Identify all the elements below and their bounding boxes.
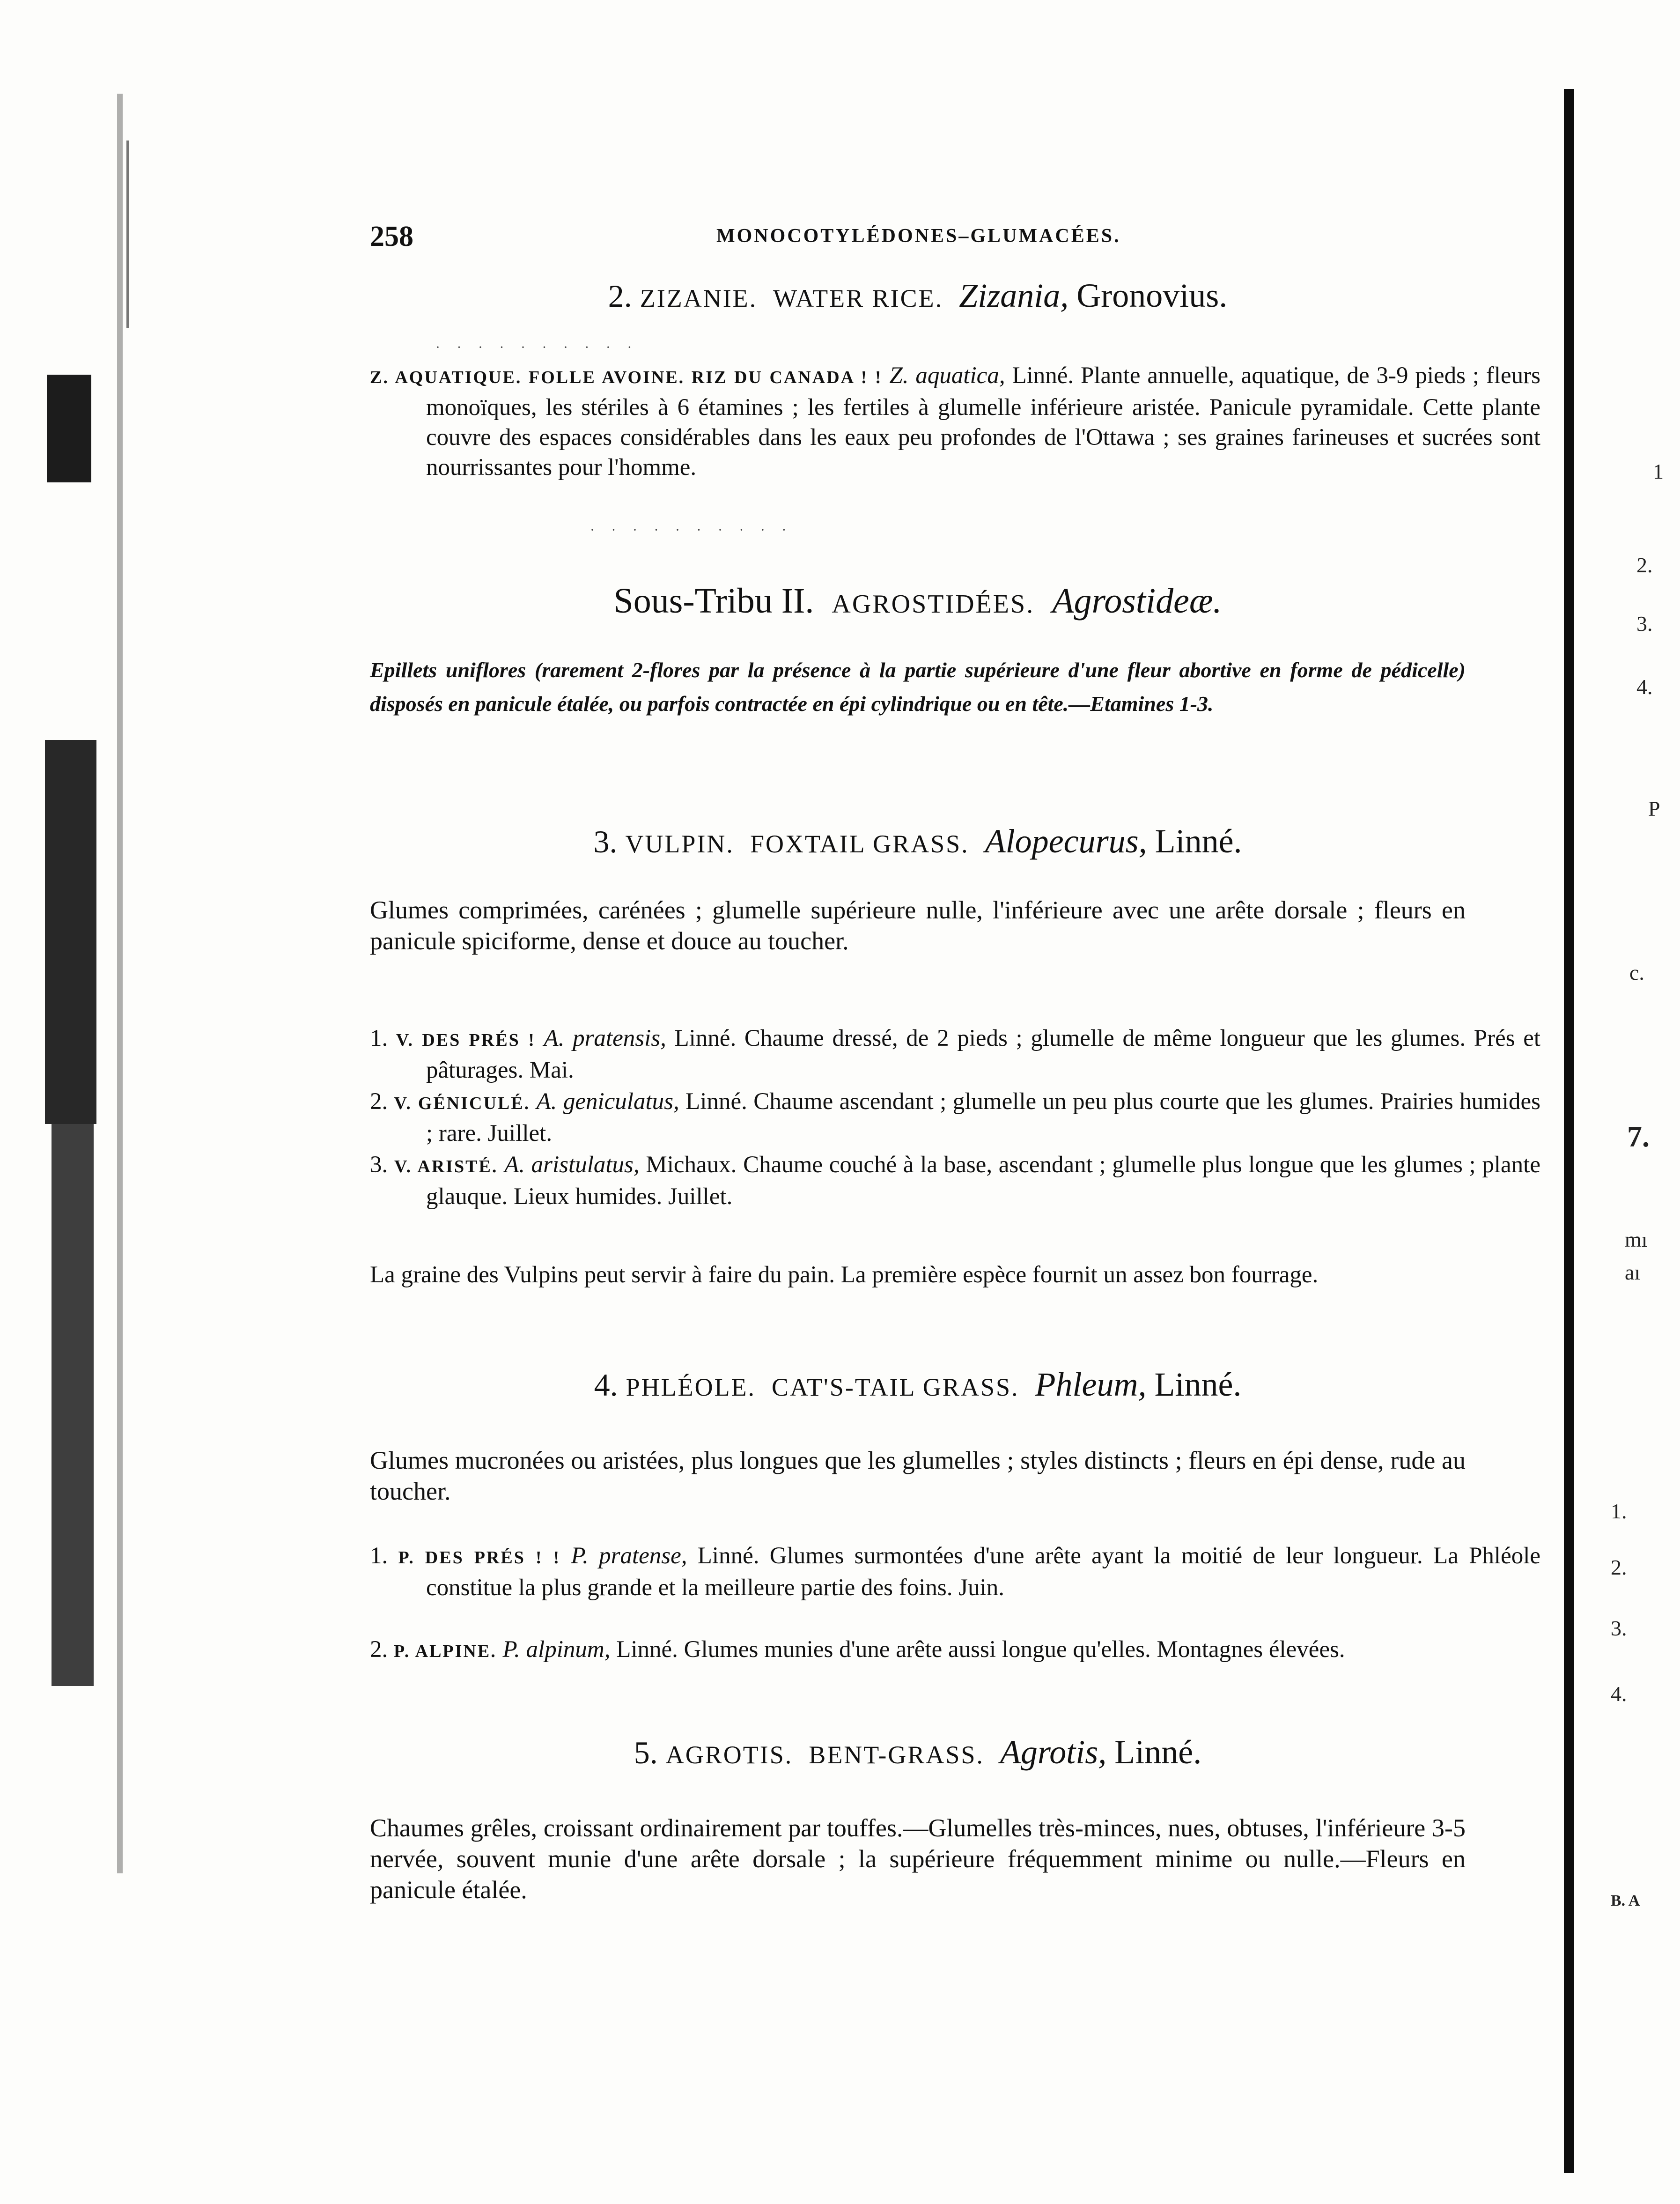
genus-number: 4.	[594, 1367, 618, 1403]
subtribe-description: Epillets uniflores (rarement 2-flores par la présence à la partie supérieure d'une fleur abortive en forme de pédicelle) disposés en panicule étalée, ou parfois contractée en épi cylindrique ou en tête.—Etamines 1-3.	[370, 658, 1466, 716]
genus-latin-name: Phleum,	[1035, 1366, 1147, 1403]
facing-mark: B. A	[1611, 1892, 1640, 1909]
subtribe-name: AGROSTIDÉES.	[832, 590, 1035, 619]
species-latin-name: A. geniculatus,	[536, 1088, 679, 1115]
species-entry	[370, 1087, 1540, 1148]
species-number: 1.	[370, 1543, 388, 1569]
facing-mark: 4.	[1636, 675, 1653, 699]
facing-mark: mı	[1625, 1228, 1648, 1251]
scan-artifact	[47, 375, 91, 482]
genus-number: 5.	[634, 1735, 658, 1770]
species-number: 1.	[370, 1025, 388, 1051]
facing-mark: 3.	[1636, 612, 1653, 636]
scan-artifact	[52, 1124, 94, 1686]
species-latin-name: A. aristulatus,	[504, 1152, 640, 1178]
species-latin-name: P. alpinum,	[502, 1636, 611, 1663]
dot-leader: · · · · · · · · · ·	[435, 340, 639, 355]
genus-author: Linné.	[1114, 1733, 1202, 1771]
species-common-name: V. ARISTÉ.	[394, 1157, 498, 1176]
subtribe-label: Sous-Tribu II.	[613, 581, 814, 621]
genus-heading-zizania	[356, 276, 1480, 315]
genus-latin-name: Zizania,	[959, 277, 1069, 314]
genus-author: Linné.	[1154, 1366, 1242, 1403]
genus-latin-name: Agrotis,	[1000, 1733, 1107, 1771]
genus-note: La graine des Vulpins peut servir à faire du pain. La première espèce fournit un assez bon fourrage.	[370, 1262, 1319, 1288]
species-common-name: Z. AQUATIQUE. FOLLE AVOINE. RIZ DU CANADA ! !	[370, 368, 883, 387]
scan-artifact	[117, 94, 123, 1873]
scan-margin	[0, 0, 169, 2204]
species-number: 2.	[370, 1088, 388, 1115]
species-entry	[370, 1023, 1540, 1085]
species-description: Linné. Chaume ascendant ; glumelle un peu plus courte que les glumes. Prairies humides ; rare. Juillet.	[426, 1088, 1541, 1146]
genus-description: Glumes mucronées ou aristées, plus longues que les glumelles ; styles distincts ; fleurs en épi dense, rude au toucher.	[370, 1446, 1466, 1505]
genus-french-name: PHLÉOLE.	[626, 1373, 756, 1401]
species-description: Linné. Plante annuelle, aquatique, de 3-9 pieds ; fleurs monoïques, les stériles à 6 étamines ; les fertiles à glumelle inférieure aristée. Panicule pyramidale. Cette plante couvre des espaces considérables dans les eaux peu profondes de l'Ottawa ; ses graines farineuses et sucrées sont nourrissantes pour l'homme.	[426, 362, 1541, 481]
scan-artifact	[45, 740, 96, 1124]
genus-english-name: CAT'S-TAIL GRASS.	[772, 1373, 1019, 1401]
genus-french-name: AGROTIS.	[665, 1741, 793, 1769]
genus-author: Gronovius.	[1076, 277, 1228, 314]
facing-mark: c.	[1629, 961, 1644, 984]
species-entry-zizania-aquatica	[370, 361, 1540, 482]
species-entry	[370, 1635, 1540, 1666]
genus-number: 2.	[608, 278, 632, 314]
genus-heading-alopecurus	[356, 822, 1480, 861]
species-number: 2.	[370, 1636, 388, 1663]
genus-heading-agrotis	[356, 1733, 1480, 1772]
genus-latin-name: Alopecurus,	[985, 822, 1147, 860]
page-number: 258	[370, 221, 413, 252]
running-title: MONOCOTYLÉDONES–GLUMACÉES.	[716, 225, 1121, 247]
species-latin-name: A. pratensis,	[544, 1025, 666, 1051]
genus-description: Glumes comprimées, carénées ; glumelle supérieure nulle, l'inférieure avec une arête dorsale ; fleurs en panicule spiciforme, dense et douce au toucher.	[370, 896, 1466, 955]
species-description: Michaux. Chaume couché à la base, ascendant ; glumelle plus longue que les glumes ; plante glauque. Lieux humides. Juillet.	[426, 1152, 1540, 1210]
facing-mark: 2.	[1636, 553, 1653, 577]
facing-page-edge	[1583, 0, 1680, 2204]
facing-mark: 1	[1653, 459, 1664, 483]
species-common-name: V. DES PRÉS !	[396, 1030, 536, 1050]
species-description: Linné. Chaume dressé, de 2 pieds ; glumelle de même longueur que les glumes. Prés et pâturages. Mai.	[426, 1025, 1541, 1083]
facing-mark: 7.	[1627, 1120, 1650, 1153]
species-entry	[370, 1541, 1540, 1603]
subtribe-heading	[356, 581, 1480, 621]
running-head	[370, 220, 1456, 253]
genus-french-name: ZIZANIE.	[640, 284, 758, 312]
facing-mark: 3.	[1611, 1616, 1627, 1640]
genus-description: Chaumes grêles, croissant ordinairement par touffes.—Glumelles très-minces, nues, obtuses, l'inférieure 3-5 nervée, souvent munie d'une arête dorsale ; la supérieure fréquemment minime ou nulle.—Fleurs en panicule étalée.	[370, 1814, 1466, 1904]
dot-leader: · · · · · · · · · ·	[590, 522, 793, 538]
page-gutter-rule	[1564, 89, 1574, 2173]
species-latin-name: P. pratense,	[571, 1543, 687, 1569]
facing-mark: P	[1648, 797, 1660, 821]
facing-mark: 4.	[1611, 1682, 1627, 1706]
species-description: Linné. Glumes munies d'une arête aussi longue qu'elles. Montagnes élevées.	[616, 1636, 1345, 1663]
genus-english-name: BENT-GRASS.	[809, 1741, 984, 1769]
species-common-name: V. GÉNICULÉ.	[394, 1094, 531, 1113]
species-number: 3.	[370, 1152, 388, 1178]
genus-english-name: FOXTAIL GRASS.	[750, 830, 969, 858]
species-common-name: P. DES PRÉS ! !	[398, 1548, 561, 1568]
genus-french-name: VULPIN.	[625, 830, 734, 858]
species-common-name: P. ALPINE.	[394, 1642, 497, 1661]
facing-mark: 1.	[1611, 1499, 1627, 1523]
facing-mark: aı	[1625, 1260, 1641, 1284]
genus-heading-phleum	[356, 1365, 1480, 1404]
subtribe-latin-name: Agrostideæ.	[1052, 581, 1222, 621]
species-description: Linné. Glumes surmontées d'une arête ayant la moitié de leur longueur. La Phléole constitue la plus grande et la meilleure partie des foins. Juin.	[426, 1543, 1541, 1601]
species-entry	[370, 1150, 1540, 1212]
scan-artifact	[126, 141, 129, 328]
genus-number: 3.	[593, 824, 618, 859]
facing-mark: 2.	[1611, 1555, 1627, 1579]
species-latin-name: Z. aquatica,	[889, 362, 1005, 389]
genus-english-name: WATER RICE.	[773, 284, 943, 312]
genus-author: Linné.	[1155, 822, 1242, 860]
